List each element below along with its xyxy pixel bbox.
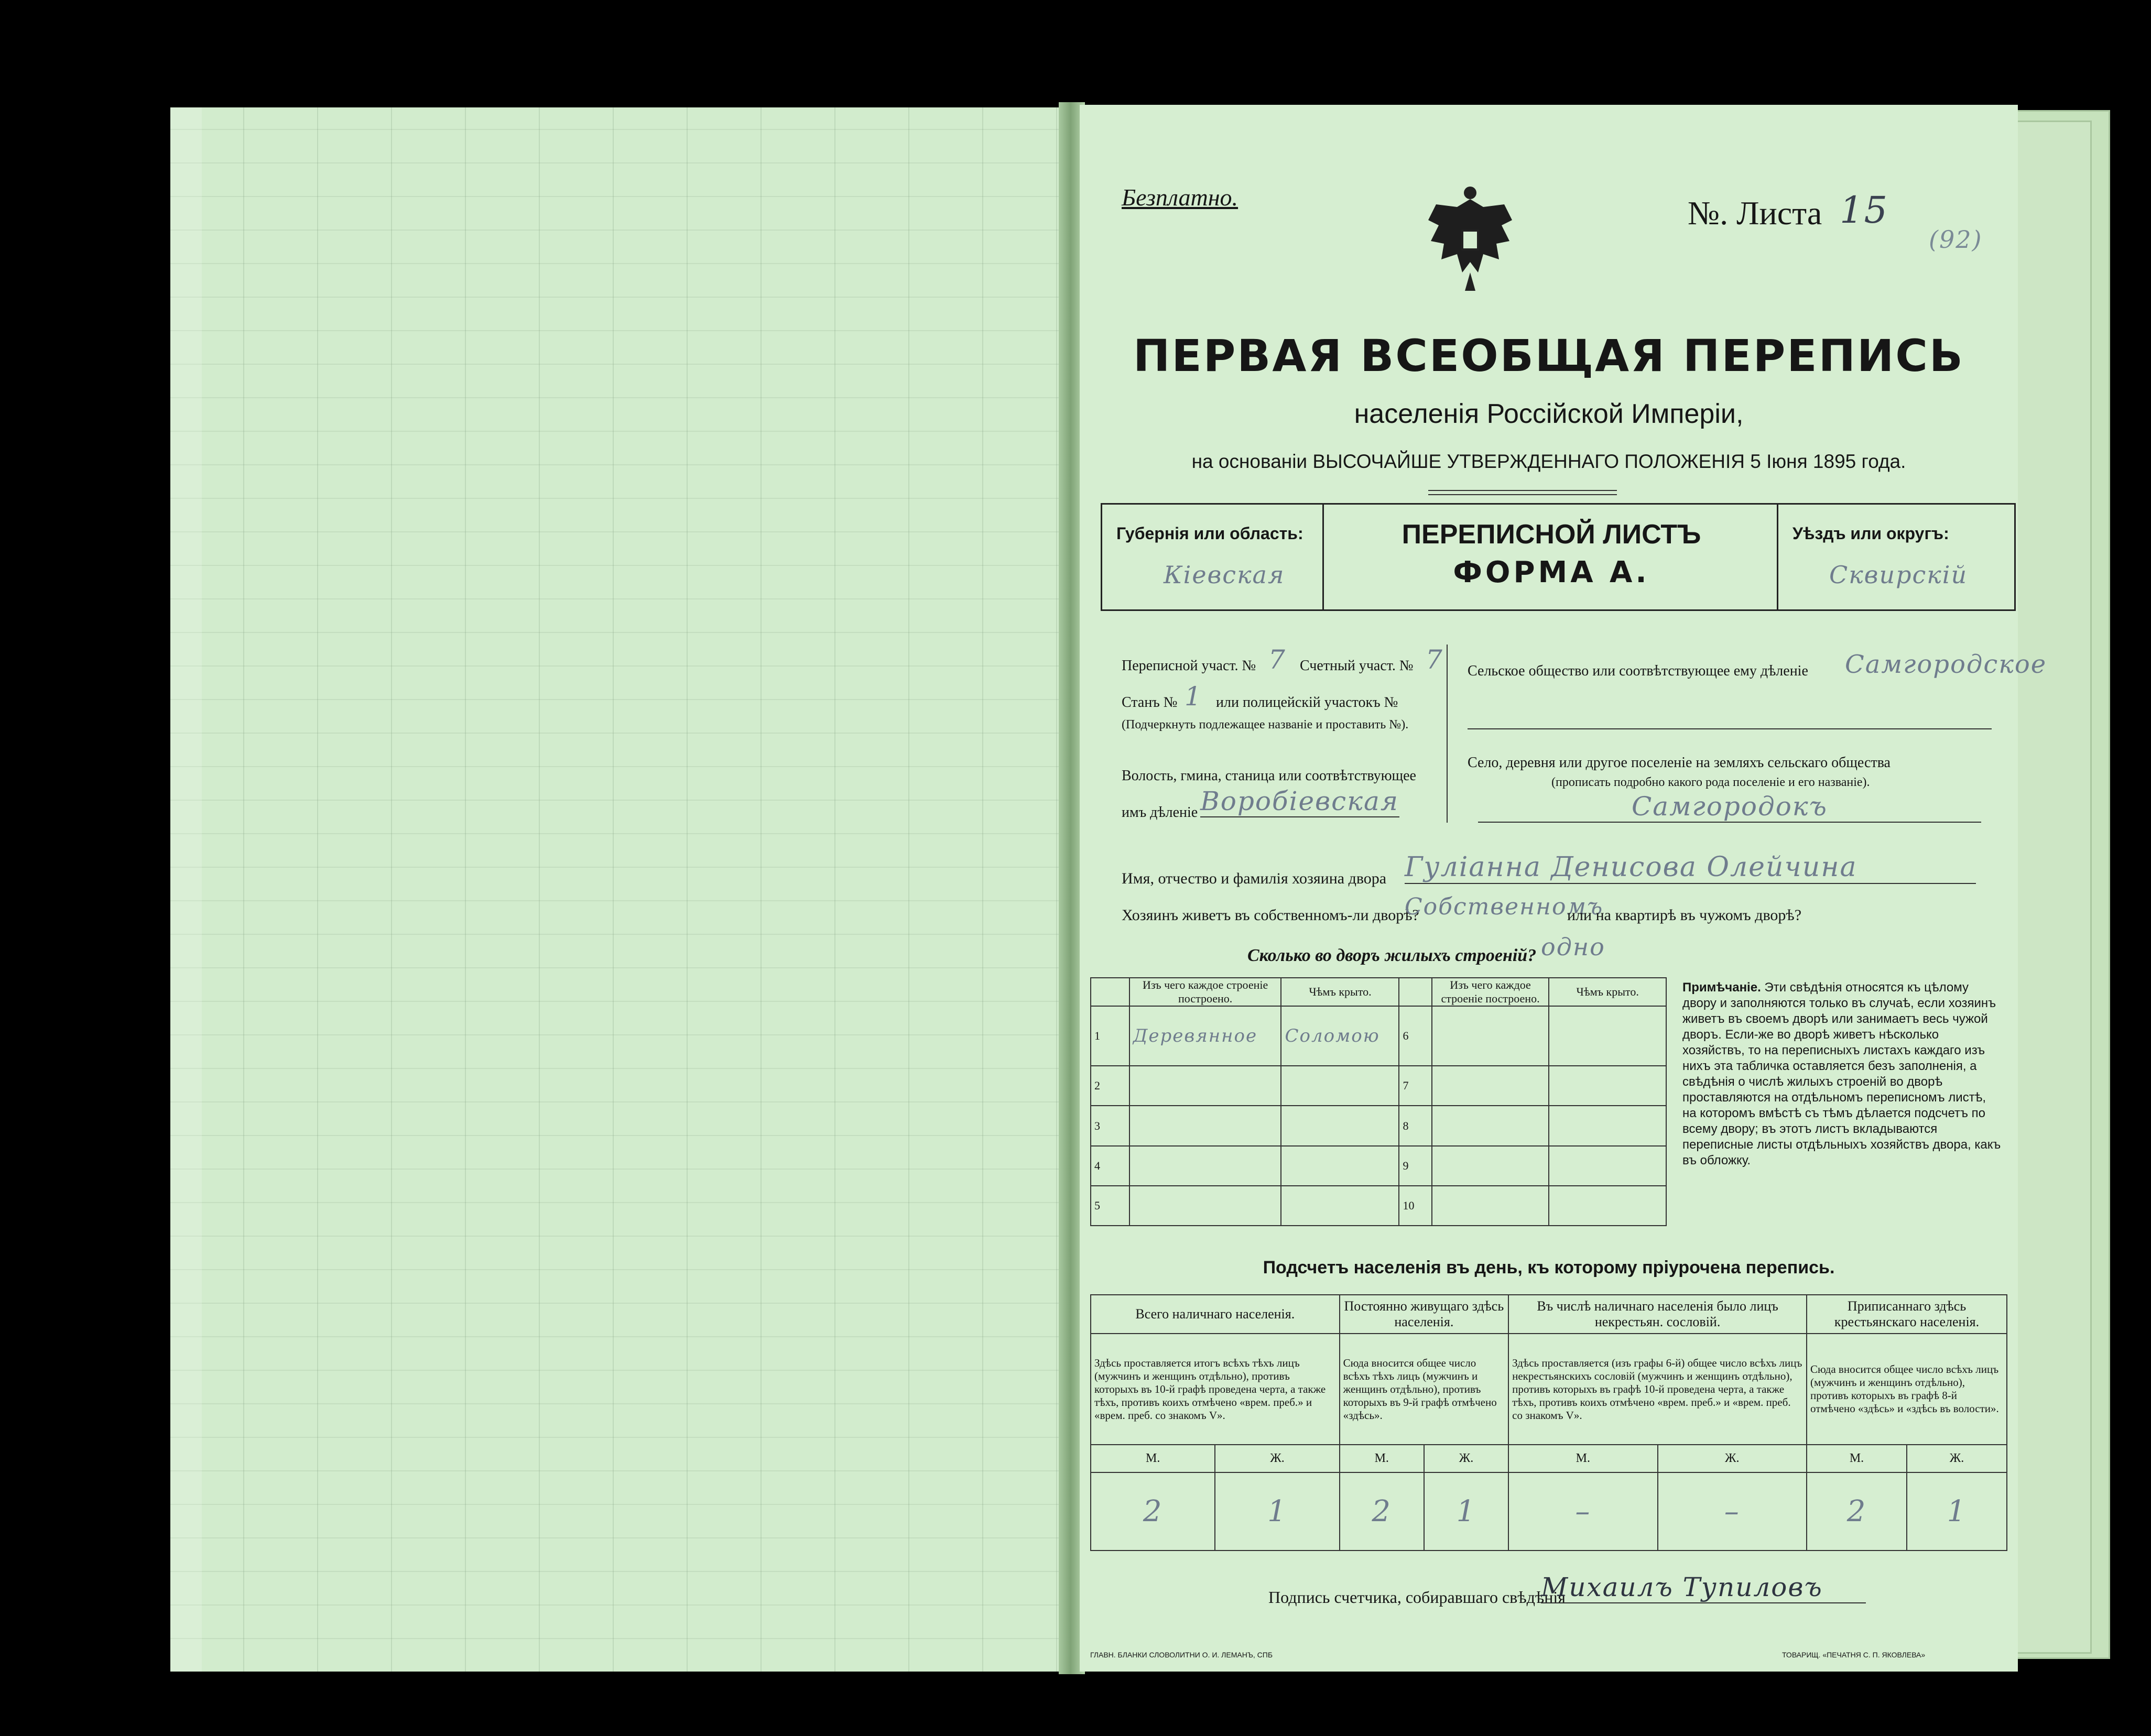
selskoe-line xyxy=(1468,728,1992,729)
census-form-page xyxy=(1080,105,2047,1672)
buildings-col4: Чѣмъ крыто. xyxy=(1549,978,1666,1006)
signature-value: Михаилъ Тупиловъ xyxy=(1541,1572,1866,1603)
group-title: Постоянно живущаго здѣсь населенія. xyxy=(1340,1295,1509,1334)
group-title: Въ числѣ наличнаго населенія было лицъ некрестьян. сословій. xyxy=(1508,1295,1807,1334)
column-divider xyxy=(1447,645,1448,823)
stan-label: Станъ № xyxy=(1122,694,1178,711)
imperial-eagle-icon xyxy=(1420,183,1520,293)
group-title: Всего наличнаго населенія. xyxy=(1091,1295,1340,1334)
selo-note: (прописать подробно какого рода поселеніе и его названіе). xyxy=(1551,776,1870,789)
footer-left: ГЛАВН. БЛАНКИ СЛОВОЛИТНИ О. И. ЛЕМАНЪ, СПБ xyxy=(1090,1651,1273,1659)
selskoe-label: Сельское общество или соотвѣтствующее ему дѣленіе xyxy=(1468,663,1808,679)
male-count: 2 xyxy=(1807,1472,1907,1551)
selskoe-value: Самгородское xyxy=(1845,650,2047,679)
group-description: Сюда вносится общее число всѣхъ лицъ (мужчинъ и женщинъ отдѣльно), противъ которыхъ въ графѣ 8-й отмѣчено «здѣсь» и «здѣсь въ волости». xyxy=(1807,1334,2007,1445)
buildings-row xyxy=(1091,1066,1666,1106)
male-count: 2 xyxy=(1091,1472,1215,1551)
buildings-label: Сколько во дворъ жилыхъ строеній? xyxy=(1247,946,1537,965)
document-title: ПЕРВАЯ ВСЕОБЩАЯ ПЕРЕПИСЬ xyxy=(1133,330,1964,381)
female-count: 1 xyxy=(1907,1472,2007,1551)
male-header: М. xyxy=(1091,1445,1215,1472)
building-material xyxy=(1432,1146,1549,1186)
building-material xyxy=(1432,1186,1549,1226)
document-basis: на основаніи ВЫСОЧАЙШЕ УТВЕРЖДЕННАГО ПОЛОЖЕНІЯ 5 Іюня 1895 года. xyxy=(1191,451,1906,472)
roof-material xyxy=(1549,1106,1666,1145)
selo-value: Самгородокъ xyxy=(1478,791,1981,823)
lives-label: Хозяинъ живетъ въ собственномъ-ли дворѣ? xyxy=(1122,907,1419,924)
roof-material xyxy=(1549,1006,1666,1066)
guberniya-value: Кіевская xyxy=(1164,561,1285,589)
building-material xyxy=(1129,1106,1281,1145)
female-header: Ж. xyxy=(1658,1445,1807,1472)
building-material xyxy=(1129,1146,1281,1186)
stan-note: (Подчеркнуть подлежащее названіе и проставить №). xyxy=(1122,718,1409,731)
row-number: 9 xyxy=(1399,1146,1431,1186)
schet-uch-value: 7 xyxy=(1426,645,1443,675)
schet-uch-label: Счетный участ. № xyxy=(1300,658,1414,674)
count-heading: Подсчетъ населенія въ день, къ которому пріурочена перепись. xyxy=(1263,1258,1835,1278)
building-material xyxy=(1432,1006,1549,1066)
roof-material xyxy=(1281,1146,1399,1186)
row-number: 3 xyxy=(1091,1106,1129,1145)
owner-label: Имя, отчество и фамилія хозяина двора xyxy=(1122,870,1387,887)
female-count: 1 xyxy=(1215,1472,1339,1551)
female-count: 1 xyxy=(1424,1472,1508,1551)
group-description: Здѣсь проставляется (изъ графы 6-й) общее число всѣхъ лицъ некрестьянскихъ сословій (мужчинъ и женщинъ отдѣльно), противъ которыхъ въ графѣ 10-й проведена черта, а также тѣхъ, противъ коихъ отмѣчено «врем. преб.» и «врем. преб. со знакомъ V». xyxy=(1508,1334,1807,1445)
note-text: Эти свѣдѣнія относятся къ цѣлому двору и заполняются только въ случаѣ, если хозяинъ живетъ въ своемъ дворѣ или занимаетъ весь чужой дворъ. Если-же во дворѣ живетъ нѣсколько хозяйствъ, то на переписныхъ листахъ каждаго изъ нихъ эта табличка оставляется безъ заполненія, а свѣдѣнія о числѣ жилыхъ строеній во дворѣ проставляются на отдѣльномъ переписномъ листѣ, на которомъ вмѣстѣ съ тѣмъ дѣлается подсчетъ по всему двору; въ этотъ листъ вкладываются переписные листы отдѣльныхъ хозяйствъ двора, какъ въ обложку. xyxy=(1682,980,2001,1167)
female-header: Ж. xyxy=(1907,1445,2007,1472)
ornament-divider xyxy=(1428,490,1617,495)
uezd-value: Сквирскій xyxy=(1829,561,1968,589)
roof-material xyxy=(1549,1066,1666,1106)
perepis-uch-label: Переписной участ. № xyxy=(1122,658,1256,674)
building-material: Деревянное xyxy=(1129,1006,1281,1066)
roof-material xyxy=(1549,1186,1666,1226)
male-header: М. xyxy=(1340,1445,1424,1472)
roof-material: Соломою xyxy=(1281,1006,1399,1066)
row-number: 4 xyxy=(1091,1146,1129,1186)
male-count: – xyxy=(1508,1472,1657,1551)
building-material xyxy=(1432,1106,1549,1145)
buildings-col2: Чѣмъ крыто. xyxy=(1281,978,1399,1006)
male-header: М. xyxy=(1508,1445,1657,1472)
volost-label: Волость, гмина, станица или соотвѣтствующее xyxy=(1122,768,1416,784)
note-label: Примѣчаніе. xyxy=(1682,980,1761,995)
buildings-col3: Изъ чего каждое строеніе построено. xyxy=(1432,978,1549,1006)
male-count: 2 xyxy=(1340,1472,1424,1551)
row-number: 10 xyxy=(1399,1186,1431,1226)
left-page xyxy=(170,107,1067,1672)
form-title-1: ПЕРЕПИСНОЙ ЛИСТЪ xyxy=(1402,519,1701,550)
document-subtitle: населенія Россійской Имперіи, xyxy=(1354,399,1744,429)
guberniya-cell xyxy=(1101,503,1324,611)
roof-material xyxy=(1549,1146,1666,1186)
stan-value: 1 xyxy=(1185,681,1202,712)
buildings-row xyxy=(1091,1106,1666,1145)
row-number: 6 xyxy=(1399,1006,1431,1066)
roof-material xyxy=(1281,1186,1399,1226)
volost-label-2: имъ дѣленіе xyxy=(1122,804,1198,821)
female-count: – xyxy=(1658,1472,1807,1551)
uezd-label: Уѣздъ или округъ: xyxy=(1792,524,1949,543)
buildings-num-header xyxy=(1091,978,1129,1006)
building-material xyxy=(1432,1066,1549,1106)
left-page-edge xyxy=(170,107,202,1672)
lives-value: Собственномъ xyxy=(1405,893,1604,920)
buildings-row xyxy=(1091,1186,1666,1226)
building-material xyxy=(1129,1186,1281,1226)
sheet-label: №. Листа xyxy=(1688,194,1822,232)
volost-value: Воробіевская xyxy=(1200,786,1399,816)
row-number: 2 xyxy=(1091,1066,1129,1106)
buildings-row xyxy=(1091,1146,1666,1186)
row-number: 8 xyxy=(1399,1106,1431,1145)
lives-rest: или на квартирѣ въ чужомъ дворѣ? xyxy=(1567,907,1802,924)
building-material xyxy=(1129,1066,1281,1106)
stan-rest: или полицейскій участокъ № xyxy=(1216,694,1398,711)
buildings-row xyxy=(1091,1006,1666,1066)
guberniya-label: Губернія или область: xyxy=(1116,524,1303,543)
selo-label: Село, деревня или другое поселеніе на земляхъ сельскаго общества xyxy=(1468,755,1891,771)
sheet-number: 15 xyxy=(1840,189,1889,232)
male-header: М. xyxy=(1807,1445,1907,1472)
roof-material xyxy=(1281,1106,1399,1145)
uezd-cell xyxy=(1777,503,2016,611)
buildings-table xyxy=(1090,977,1667,1226)
footer-right: ТОВАРИЩ. «ПЕЧАТНЯ С. П. ЯКОВЛЕВА» xyxy=(1782,1651,1926,1659)
group-title: Приписаннаго здѣсь крестьянскаго населенія. xyxy=(1807,1295,2007,1334)
population-count-table xyxy=(1090,1294,2007,1551)
note-block xyxy=(1682,980,2002,1169)
perepis-uch-value: 7 xyxy=(1268,645,1286,675)
roof-material xyxy=(1281,1066,1399,1106)
row-number: 7 xyxy=(1399,1066,1431,1106)
signature-label: Подпись счетчика, собиравшаго свѣдѣнія xyxy=(1268,1588,1566,1607)
female-header: Ж. xyxy=(1424,1445,1508,1472)
sheet-number-alt: (92) xyxy=(1929,225,1983,254)
female-header: Ж. xyxy=(1215,1445,1339,1472)
row-number: 5 xyxy=(1091,1186,1129,1226)
owner-value: Гуліанна Денисова Олейчина xyxy=(1405,851,1976,884)
free-label: Безплатно. xyxy=(1122,184,1239,211)
group-description: Сюда вносится общее число всѣхъ тѣхъ лицъ (мужчинъ и женщинъ отдѣльно), противъ которыхъ въ 9-й графѣ отмѣчено «здѣсь». xyxy=(1340,1334,1509,1445)
buildings-col1: Изъ чего каждое строеніе построено. xyxy=(1129,978,1281,1006)
group-description: Здѣсь проставляется итогъ всѣхъ тѣхъ лицъ (мужчинъ и женщинъ отдѣльно), противъ которыхъ въ 10-й графѣ проведена черта, а также тѣхъ, противъ коихъ отмѣчено «врем. преб.» и «врем. преб. со знакомъ V». xyxy=(1091,1334,1340,1445)
buildings-num-header-2 xyxy=(1399,978,1431,1006)
buildings-value: одно xyxy=(1541,933,1605,961)
row-number: 1 xyxy=(1091,1006,1129,1066)
form-title-2: ФОРМА А. xyxy=(1453,555,1650,589)
